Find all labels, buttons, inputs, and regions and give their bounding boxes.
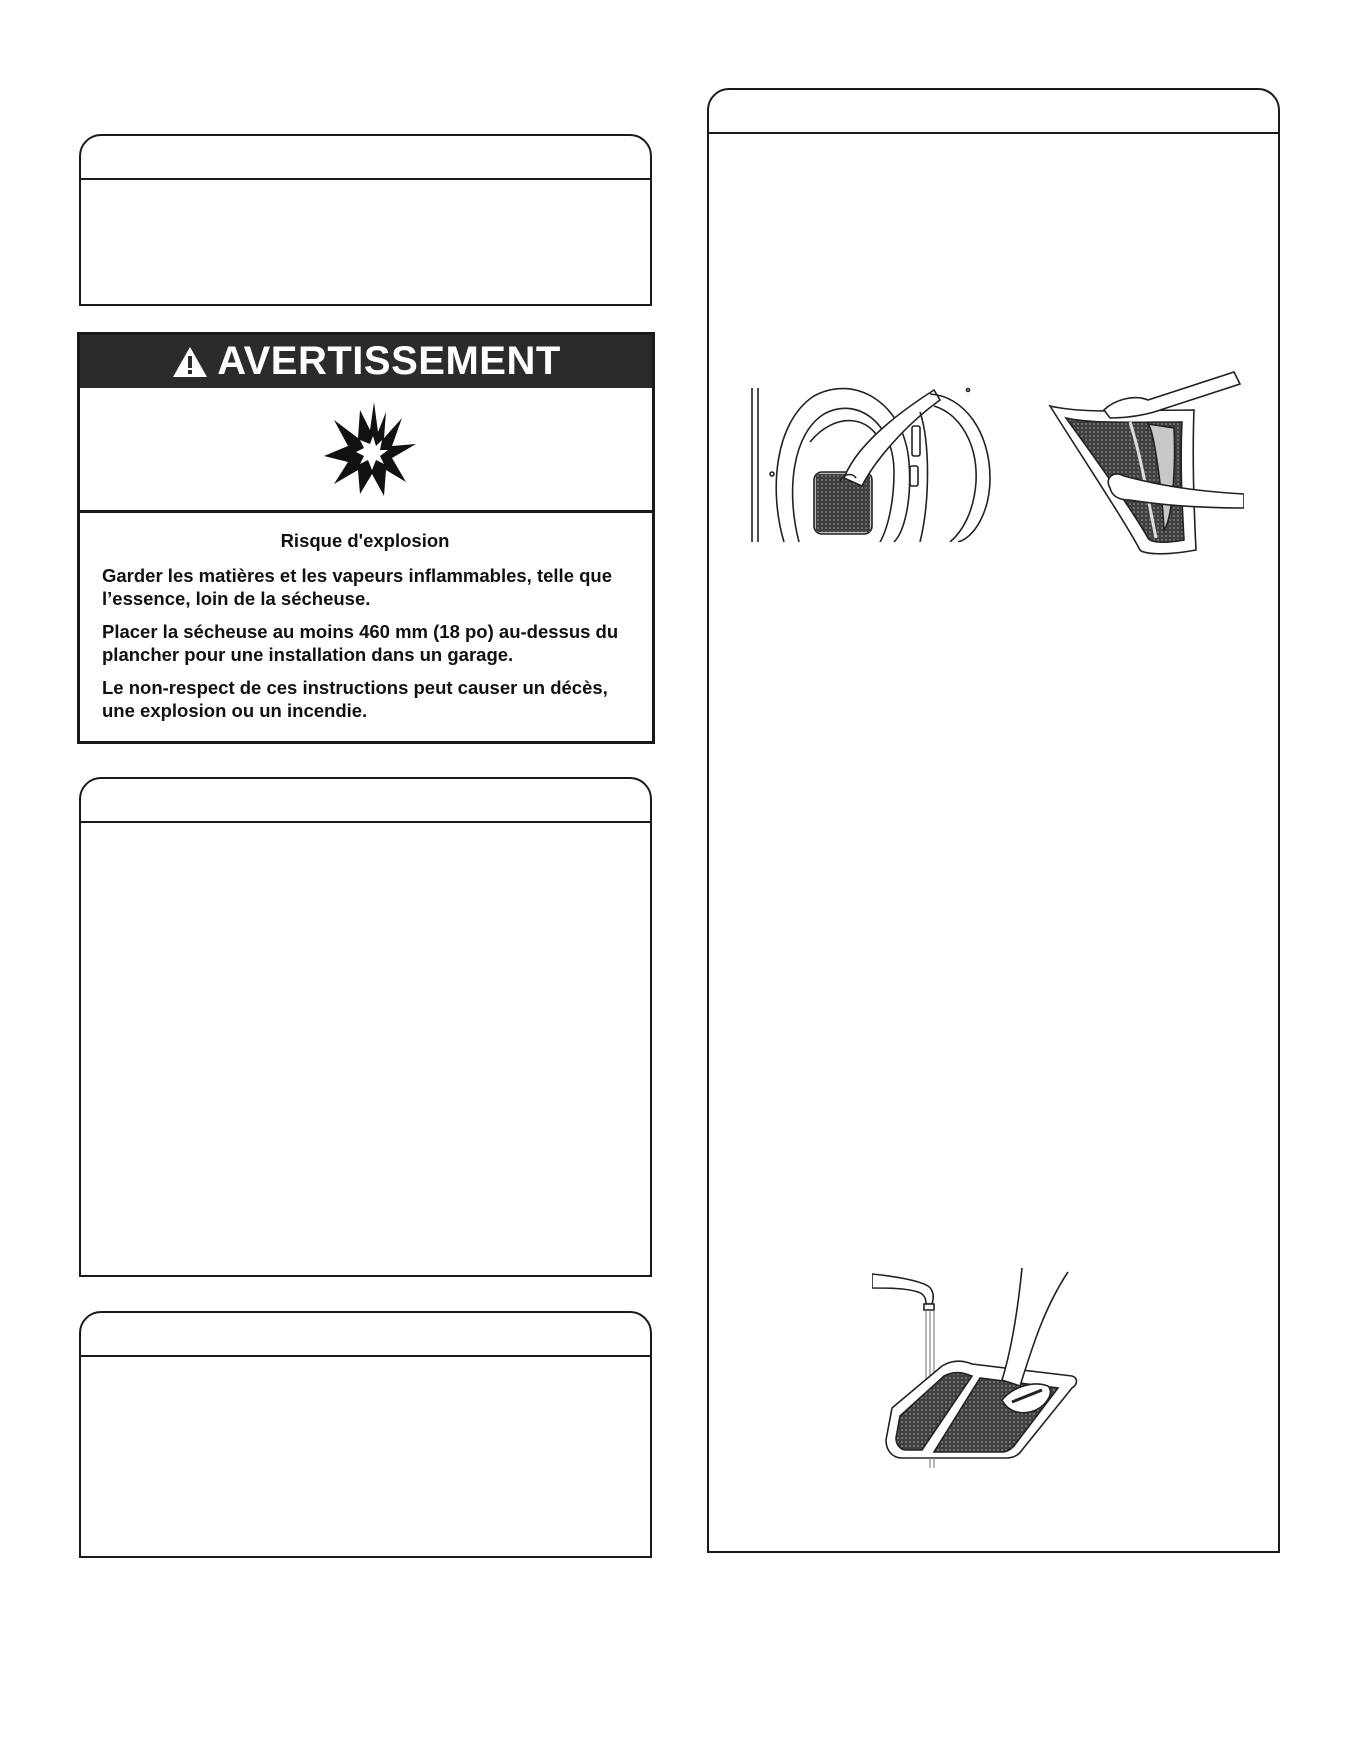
warning-icon-area <box>80 388 652 513</box>
warning-title: Risque d'explosion <box>280 530 450 551</box>
lint-screen-box-header <box>707 88 1280 134</box>
warning-paragraph-3: Le non-respect de ces instructions peut causer un décès, une explosion ou un incendie. <box>102 677 608 721</box>
info-box-2 <box>79 823 652 1277</box>
info-box-1-header <box>79 134 652 180</box>
warning-panel <box>77 332 655 744</box>
warning-text <box>80 513 652 722</box>
warning-paragraph-1: Garder les matières et les vapeurs inflammables, telle que l’essence, loin de la sécheuse. <box>102 565 613 609</box>
info-box-2-header <box>79 777 652 823</box>
explosion-icon <box>320 400 420 500</box>
warning-banner-label: AVERTISSEMENT <box>217 339 561 383</box>
lint-screen-washing-illustration <box>872 1268 1092 1468</box>
info-box-3-header <box>79 1311 652 1357</box>
info-box-3 <box>79 1357 652 1558</box>
lint-screen-cleaning-hands-illustration <box>1044 370 1244 560</box>
warning-banner <box>80 335 652 388</box>
info-box-1 <box>79 180 652 306</box>
warning-paragraph-2: Placer la sécheuse au moins 460 mm (18 po) au-dessus du plancher pour une installation dans un garage. <box>102 621 619 665</box>
warning-triangle-icon <box>171 345 209 379</box>
lint-screen-removal-illustration <box>744 382 994 542</box>
